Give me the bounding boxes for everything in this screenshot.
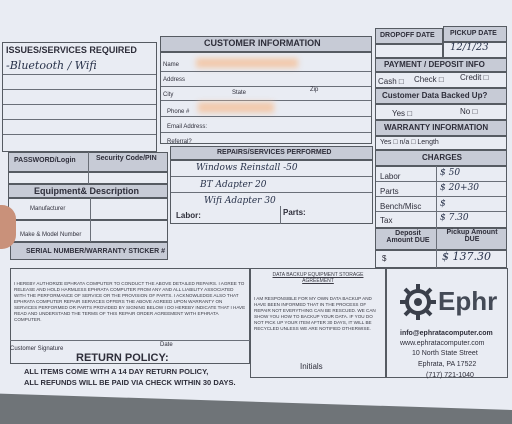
deposit-due-label: Deposit Amount DUE xyxy=(386,230,430,244)
pickup-due-value: $ 137.30 xyxy=(442,250,491,263)
credit-label: Credit xyxy=(460,73,482,82)
return-policy-title: RETURN POLICY: xyxy=(76,352,169,364)
parts-field-label: Parts: xyxy=(283,208,306,217)
email-label: Email Address: xyxy=(167,124,208,130)
backup-agreement-text: I AM RESPONSIBLE FOR MY OWN DATA BACKUP AND HAVE BEEN INFORMED THAT IN THE PROCESS OF REPAIR NOT EVERYTHING CAN BE RESCUED. WE CAN SHOW YOU HOW TO BACKUP YOUR DATA. IF YOU DO NOT PICK UP YOUR ITEM AFTER 30 DAYS, IT WILL BE RECYCLED UNLESS WE ARE NOTIFIED OTHERWISE. xyxy=(254,296,376,331)
model-field[interactable] xyxy=(8,220,168,242)
issue-text: -Bluetooth / Wifi xyxy=(6,59,97,72)
contact-email: info@ephratacomputer.com xyxy=(400,330,493,337)
repair-line-2: BT Adapter 20 xyxy=(200,180,267,190)
return-line-2: ALL REFUNDS WILL BE PAID VIA CHECK WITHIN 30 DAYS. xyxy=(24,378,236,387)
thumb xyxy=(0,205,16,249)
labor-field-label: Labor: xyxy=(176,211,201,220)
labor-value: $ 50 xyxy=(440,168,461,178)
charges-header: CHARGES xyxy=(422,153,463,162)
phone-label: Phone # xyxy=(167,109,190,115)
bench-label: Bench/Misc xyxy=(380,202,422,211)
credit-option[interactable]: Credit □ xyxy=(460,73,489,82)
contact-street: 10 North State Street xyxy=(412,350,478,357)
manufacturer-label: Manufacturer xyxy=(30,206,66,212)
zip-label: Zip xyxy=(310,87,319,93)
pickup-label: PICKUP DATE xyxy=(450,30,497,37)
backup-header: Customer Data Backed Up? xyxy=(382,91,488,100)
equipment-header: Equipment& Description xyxy=(34,186,140,196)
tax-label: Tax xyxy=(380,216,393,225)
redacted-phone xyxy=(198,102,274,113)
password-label: PASSWORD/Login xyxy=(14,157,76,164)
customer-header: CUSTOMER INFORMATION xyxy=(204,38,321,48)
backup-yes[interactable]: Yes □ xyxy=(392,109,413,118)
dropoff-field[interactable] xyxy=(375,44,443,58)
repair-line-3: Wifi Adapter 30 xyxy=(204,196,276,206)
warranty-header: WARRANTY INFORMATION xyxy=(384,123,489,132)
repairs-header: REPAIRS/SERVICES PERFORMED xyxy=(217,149,332,156)
payment-header: PAYMENT / DEPOSIT INFO xyxy=(384,60,485,69)
model-label: Make & Model Number xyxy=(20,232,82,238)
state-label: State xyxy=(232,90,247,96)
logo-text: Ephr xyxy=(438,286,498,316)
cash-option[interactable]: Cash □ xyxy=(378,77,404,86)
tax-value: $ 7.30 xyxy=(440,213,469,223)
backup-yes-label: Yes xyxy=(392,109,406,118)
city-label: City xyxy=(163,92,174,98)
initials-label: Initials xyxy=(300,362,323,371)
cash-label: Cash xyxy=(378,77,397,86)
signature-label: Customer Signature xyxy=(10,346,64,352)
serial-label: SERIAL NUMBER/WARRANTY STICKER # xyxy=(26,248,165,255)
bench-value: $ xyxy=(440,199,446,209)
check-label: Check xyxy=(414,75,437,84)
backup-no[interactable]: No □ xyxy=(460,107,478,116)
warranty-options[interactable]: Yes □ n/a □ Length xyxy=(380,139,439,146)
backup-agreement-title: DATA BACKUP EQUIPMENT STORAGE AGREEMENT xyxy=(272,272,364,284)
repair-line-1: Windows Reinstall -50 xyxy=(196,163,298,173)
contact-website: www.ephratacomputer.com xyxy=(400,340,485,347)
contact-phone: (717) 721-1040 xyxy=(426,372,474,379)
security-code-label: Security Code/PIN xyxy=(96,155,157,162)
referral-label: Referral? xyxy=(167,139,192,145)
deposit-dollar: $ xyxy=(382,254,387,263)
check-option[interactable]: Check □ xyxy=(414,75,444,84)
contact-city: Ephrata, PA 17522 xyxy=(418,361,477,368)
gear-logo-icon xyxy=(398,282,438,322)
date-label: Date xyxy=(160,342,173,348)
pickup-due-label: Pickup Amount DUE xyxy=(446,229,498,243)
issues-header: ISSUES/SERVICES REQUIRED xyxy=(6,45,137,55)
parts-value: $ 20+30 xyxy=(440,183,480,193)
dropoff-value: 12/1/23 xyxy=(450,42,489,53)
name-label: Name xyxy=(163,62,180,68)
return-line-1: ALL ITEMS COME WITH A 14 DAY RETURN POLICY, xyxy=(24,367,209,376)
dropoff-label: DROPOFF DATE xyxy=(380,32,435,39)
labor-label: Labor xyxy=(380,172,401,181)
address-label: Address xyxy=(163,77,186,83)
parts-label: Parts xyxy=(380,187,399,196)
backup-no-label: No xyxy=(460,107,471,116)
redacted-name xyxy=(196,58,298,68)
authorization-text: I HEREBY AUTHORIZE EPHRATA COMPUTER TO CONDUCT THE ABOVE DETAILED REPAIRS. I AGREE TO RELEASE AND HOLD HARMLESS EPHRATA COMPUTER FROM ANY AND ALL LIABILITY ASSOCIATED WITH THE PERFORMANCE OF SERVICE OR THE PROVISION OF PARTS. I ACKNOWLEDGE ALSO THAT EPHRATA COMPUTER REPAIR SERVICES OFFERS THE ABOVE AGREED UPON WARRANTY ON SERVICES PERFORMED OR PARTS PROVIDED BY SIGNING BELOW I DO HEREBY INDICATE THAT I HAVE READ AND UNDERSTAND THE TERMS OF THIS REPAIR ORDER AGREEMENT WITH EPHRATA COMPUTER. xyxy=(14,281,246,322)
